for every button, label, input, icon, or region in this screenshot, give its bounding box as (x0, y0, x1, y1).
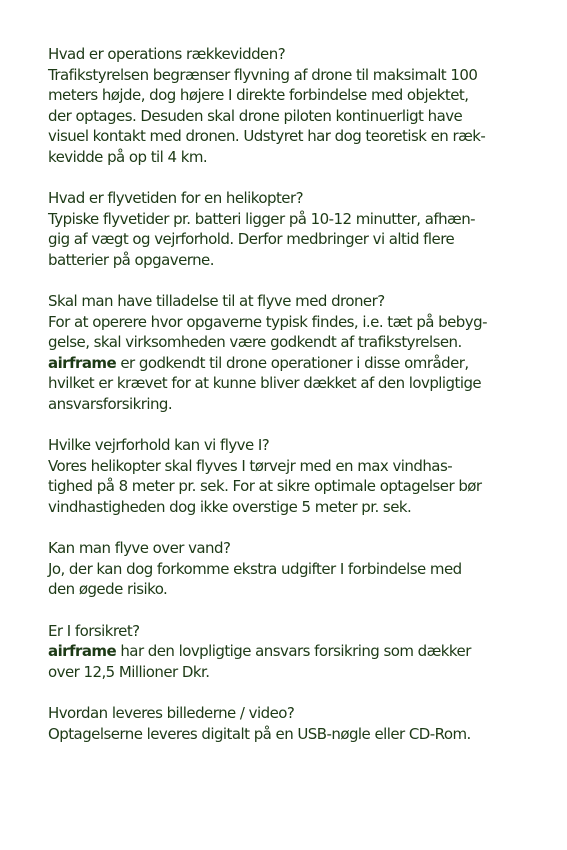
faq-answer-line: meters højde, dog højere I direkte forbindelse med objektet, (48, 86, 469, 104)
faq-answer-line: kevidde på op til 4 km. (48, 147, 208, 166)
brand-name: airframe (48, 642, 117, 660)
faq-answer-line: hvilket er krævet for at kunne bliver dækket af den lovpligtige (48, 374, 482, 392)
faq-item-over-water (48, 538, 558, 600)
faq-item-permission (48, 291, 558, 414)
faq-answer-line: For at operere hvor opgaverne typisk findes, i.e. tæt på bebyg- (48, 312, 487, 331)
faq-page (48, 44, 558, 765)
faq-question: Skal man have tilladelse til at flyve med droner? (48, 292, 385, 310)
faq-question: Kan man flyve over vand? (48, 539, 231, 557)
faq-answer-line: batterier på opgaverne. (48, 250, 214, 269)
faq-item-operations-range (48, 44, 558, 167)
brand-name: airframe (48, 353, 117, 372)
faq-answer-line: Typiske flyvetider pr. batteri ligger på 10-12 minutter, afhæn- (48, 209, 476, 228)
faq-answer-line: over 12,5 Millioner Dkr. (48, 662, 210, 681)
faq-question: Hvilke vejrforhold kan vi flyve I? (48, 436, 270, 454)
faq-answer-line: Vores helikopter skal flyves I tørvejr med en max vindhas- (48, 456, 453, 475)
faq-answer-line: ansvarsforsikring. (48, 394, 173, 413)
faq-answer-text: har den lovpligtige ansvars forsikring som dækker (116, 642, 471, 660)
faq-answer-line: gelse, skal virksomheden være godkendt af trafikstyrelsen. (48, 333, 462, 351)
faq-answer-line: Trafikstyrelsen begrænser flyvning af drone til maksimalt 100 (48, 65, 478, 84)
faq-answer-line: vindhastigheden dog ikke overstige 5 meter pr. sek. (48, 497, 412, 516)
faq-answer-line: Jo, der kan dog forkomme ekstra udgifter I forbindelse med (48, 559, 462, 578)
faq-question: Hvordan leveres billederne / video? (48, 704, 295, 722)
faq-answer-line: der optages. Desuden skal drone piloten kontinuerligt have (48, 106, 463, 125)
faq-answer-line: Optagelserne leveres digitalt på en USB-nøgle eller CD-Rom. (48, 724, 471, 743)
faq-answer-line: visuel kontakt med dronen. Udstyret har dog teoretisk en ræk- (48, 127, 486, 145)
faq-answer-line-with-brand (48, 353, 558, 374)
faq-question: Hvad er flyvetiden for en helikopter? (48, 189, 304, 207)
faq-item-delivery (48, 703, 558, 744)
faq-item-weather (48, 435, 558, 517)
faq-item-insurance (48, 621, 558, 683)
faq-question: Er I forsikret? (48, 621, 140, 640)
faq-item-flight-time (48, 188, 558, 270)
faq-question: Hvad er operations rækkevidden? (48, 45, 286, 63)
faq-answer-line: tighed på 8 meter pr. sek. For at sikre optimale optagelser bør (48, 477, 482, 495)
faq-answer-line-with-brand (48, 641, 558, 662)
faq-answer-line: den øgede risiko. (48, 580, 168, 598)
faq-answer-line: gig af vægt og vejrforhold. Derfor medbringer vi altid flere (48, 230, 455, 248)
faq-answer-text: er godkendt til drone operationer i disse områder, (116, 353, 469, 372)
